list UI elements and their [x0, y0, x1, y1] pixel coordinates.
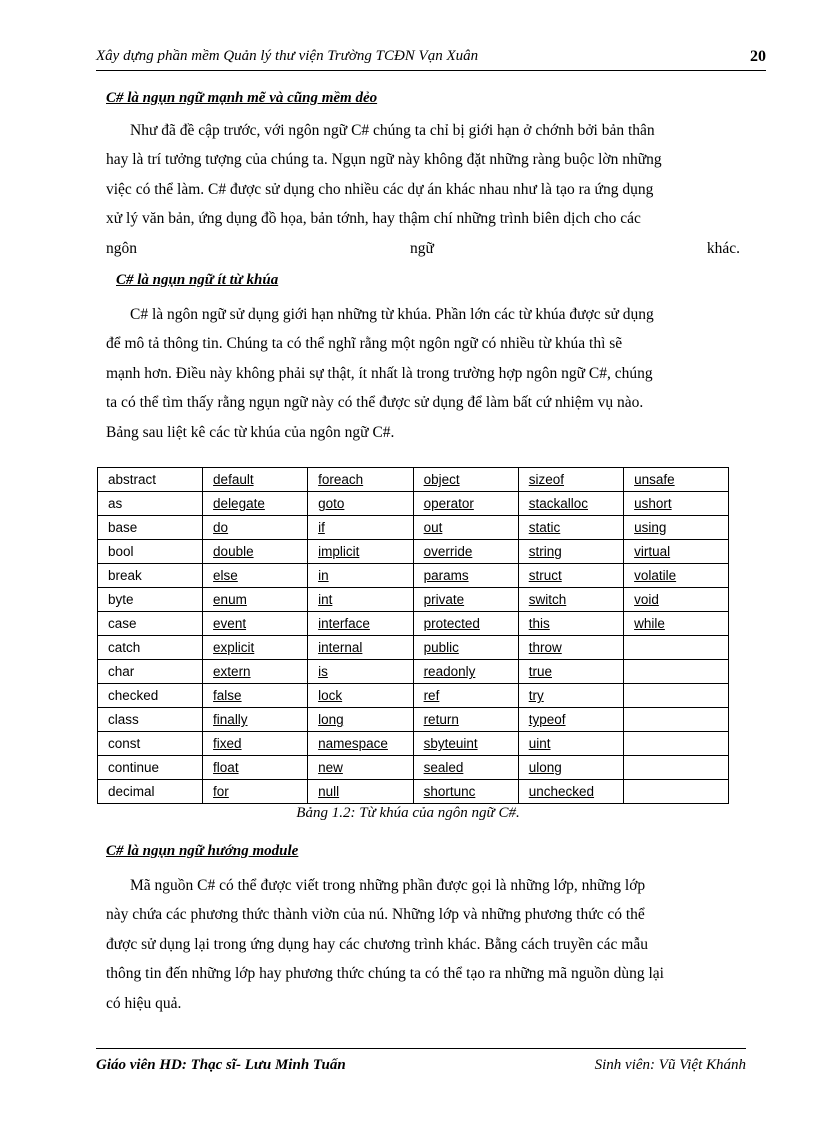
table-row: [98, 492, 729, 516]
keyword: catch: [108, 640, 141, 655]
paragraph-module: [106, 871, 740, 1018]
table-cell: [413, 564, 518, 588]
table-cell: [308, 492, 413, 516]
table-cell: [98, 516, 203, 540]
keyword: default: [213, 472, 254, 487]
keyword: in: [318, 568, 329, 583]
paragraph-word: ngữ: [409, 239, 434, 257]
table-cell: [624, 516, 729, 540]
table-cell: [518, 612, 623, 636]
keyword: abstract: [108, 472, 157, 487]
table-cell: [624, 636, 729, 660]
table-cell: [308, 660, 413, 684]
table-row: [98, 660, 729, 684]
keyword: unsafe: [634, 472, 675, 487]
table-row: [98, 564, 729, 588]
table-cell: [203, 756, 308, 780]
keyword: virtual: [634, 544, 671, 559]
table-cell: [624, 492, 729, 516]
keyword: else: [213, 568, 238, 583]
keyword: string: [528, 544, 562, 559]
keyword: using: [634, 520, 667, 535]
keyword: uint: [528, 736, 551, 751]
footer-student: Sinh viên: Vũ Việt Khánh: [594, 1057, 746, 1073]
table-cell: [413, 588, 518, 612]
table-cell: [413, 540, 518, 564]
table-row: [98, 612, 729, 636]
table-cell: [308, 684, 413, 708]
keyword: namespace: [318, 736, 388, 751]
table-cell: [308, 588, 413, 612]
section-heading-strong-flexible: C# là ngụn ngữ mạnh mẽ và cũng mềm dẻo: [106, 90, 378, 106]
keyword: sizeof: [528, 472, 565, 487]
table-cell: [308, 516, 413, 540]
table-cell: [518, 684, 623, 708]
table-cell: [413, 492, 518, 516]
table-cell: [518, 540, 623, 564]
table-cell: [308, 780, 413, 804]
table-row: [98, 636, 729, 660]
table-cell: [518, 468, 623, 492]
keyword: class: [108, 712, 139, 727]
table-cell: [413, 756, 518, 780]
table-cell: [203, 612, 308, 636]
table-cell: [203, 708, 308, 732]
table-cell: [203, 780, 308, 804]
keyword: stackalloc: [528, 496, 589, 511]
table-row: [98, 732, 729, 756]
paragraph-line: được sử dụng lại trong ứng dụng hay các chương trình khác. Bằng cách truyền các mẫu: [106, 935, 648, 953]
paragraph-line: C# là ngôn ngữ sử dụng giới hạn những từ khúa. Phần lớn các từ khúa được sử dụng: [130, 306, 654, 323]
keyword: new: [318, 760, 343, 775]
keyword: is: [318, 664, 328, 679]
keyword: true: [528, 664, 552, 679]
table-row: [98, 708, 729, 732]
table-cell: [624, 564, 729, 588]
keyword: long: [318, 712, 344, 727]
section-heading-few-keywords: C# là ngụn ngữ ít từ khúa: [116, 272, 279, 288]
table-cell: [98, 708, 203, 732]
table-cell: [203, 492, 308, 516]
keyword: shortunc: [423, 784, 476, 799]
keyword: checked: [108, 688, 159, 703]
table-cell: [413, 636, 518, 660]
table-cell: [624, 780, 729, 804]
keyword: params: [423, 568, 469, 583]
table-caption: Bảng 1.2: Từ khúa của ngôn ngữ C#.: [296, 805, 520, 821]
table-cell: [624, 708, 729, 732]
keyword: foreach: [318, 472, 364, 487]
keyword: continue: [108, 760, 160, 775]
table-cell: [308, 564, 413, 588]
keyword: case: [108, 616, 137, 631]
keyword: void: [634, 592, 659, 607]
table-cell: [98, 660, 203, 684]
keyword: unchecked: [528, 784, 595, 799]
paragraph-line: Như đã đề cập trước, với ngôn ngữ C# chúng ta chỉ bị giới hạn ở chớnh bởi bản thân: [130, 122, 655, 139]
keyword: try: [528, 688, 544, 703]
keyword: if: [318, 520, 325, 535]
table-row: [98, 468, 729, 492]
keyword: bool: [108, 544, 134, 559]
keyword: base: [108, 520, 138, 535]
table-cell: [308, 636, 413, 660]
keyword: null: [318, 784, 340, 799]
table-cell: [203, 684, 308, 708]
keyword: enum: [213, 592, 247, 607]
table-cell: [413, 732, 518, 756]
table-cell: [98, 468, 203, 492]
keyword: explicit: [213, 640, 255, 655]
table-cell: [518, 516, 623, 540]
table-cell: [308, 708, 413, 732]
keyword: this: [528, 616, 550, 631]
table-cell: [203, 516, 308, 540]
table-cell: [518, 660, 623, 684]
table-cell: [308, 732, 413, 756]
keyword: return: [423, 712, 459, 727]
table-cell: [98, 492, 203, 516]
table-cell: [413, 684, 518, 708]
table-cell: [98, 732, 203, 756]
paragraph-strong-flexible: [106, 116, 740, 263]
table-cell: [518, 756, 623, 780]
table-cell: [203, 468, 308, 492]
paragraph-line: [106, 234, 740, 263]
keyword: sbyteuint: [423, 736, 478, 751]
table-cell: [203, 588, 308, 612]
table-cell: [203, 636, 308, 660]
keyword: internal: [318, 640, 363, 655]
table-cell: [308, 612, 413, 636]
table-cell: [518, 780, 623, 804]
keyword: volatile: [634, 568, 677, 583]
keyword: throw: [528, 640, 562, 655]
keyword: as: [108, 496, 123, 511]
keyword: false: [213, 688, 242, 703]
keyword: break: [108, 568, 142, 583]
table-cell: [518, 564, 623, 588]
page-footer: [96, 1048, 746, 1077]
keyword: switch: [528, 592, 567, 607]
table-row: [98, 684, 729, 708]
table-cell: [413, 708, 518, 732]
keyword: private: [423, 592, 465, 607]
paragraph-line: Mã nguồn C# có thể được viết trong những phần được gọi là những lớp, những lớp: [130, 877, 646, 894]
keyword: object: [423, 472, 460, 487]
table-cell: [98, 780, 203, 804]
paragraph-line: Bảng sau liệt kê các từ khúa của ngôn ngữ C#.: [106, 423, 395, 441]
table-cell: [203, 540, 308, 564]
paragraph-line: hay là trí tưởng tượng của chúng ta. Ngụn ngữ này không đặt những ràng buộc lờn những: [106, 151, 662, 169]
table-cell: [98, 756, 203, 780]
table-cell: [624, 588, 729, 612]
table-row: [98, 540, 729, 564]
keyword: implicit: [318, 544, 360, 559]
table-cell: [203, 660, 308, 684]
table-cell: [518, 588, 623, 612]
paragraph-line: này chứa các phương thức thành viờn của nú. Những lớp và những phương thức có thể: [106, 906, 645, 924]
keyword: goto: [318, 496, 345, 511]
keyword: delegate: [213, 496, 265, 511]
table-cell: [98, 636, 203, 660]
section-heading-module: C# là ngụn ngữ hướng module: [106, 843, 299, 859]
table-cell: [98, 564, 203, 588]
keyword: extern: [213, 664, 251, 679]
keyword: struct: [528, 568, 562, 583]
table-row: [98, 756, 729, 780]
keyword: char: [108, 664, 135, 679]
table-cell: [518, 708, 623, 732]
keyword: while: [634, 616, 665, 631]
keyword: float: [213, 760, 239, 775]
table-cell: [413, 516, 518, 540]
paragraph-line: việc có thể làm. C# được sử dụng cho nhiều các dự án khác nhau như là tạo ra ứng dụng: [106, 180, 654, 198]
keyword: finally: [213, 712, 248, 727]
table-cell: [518, 636, 623, 660]
keyword: fixed: [213, 736, 242, 751]
keyword: int: [318, 592, 333, 607]
keyword: out: [423, 520, 443, 535]
paragraph-word: khác.: [706, 239, 740, 257]
keyword-table: [97, 467, 729, 804]
table-row: [98, 780, 729, 804]
keyword: sealed: [423, 760, 464, 775]
table-cell: [308, 540, 413, 564]
paragraph-word: ngôn: [106, 239, 137, 257]
keyword: ushort: [634, 496, 672, 511]
table-cell: [203, 732, 308, 756]
paragraph-line: xử lý văn bản, ứng dụng đồ họa, bản tớnh, hay thậm chí những trình biên dịch cho các: [106, 210, 641, 228]
keyword: operator: [423, 496, 474, 511]
paragraph-line: mạnh hơn. Điều này không phải sự thật, ít nhất là trong trường hợp ngôn ngữ C#, chúng: [106, 364, 653, 382]
table-cell: [624, 540, 729, 564]
page-header: [96, 48, 766, 71]
table-cell: [518, 732, 623, 756]
table-cell: [624, 684, 729, 708]
paragraph-line: ta có thể tìm thấy rằng ngụn ngữ này có thể được sử dụng để làm bất cứ nhiệm vụ nào.: [106, 394, 644, 412]
table-row: [98, 516, 729, 540]
header-title: Xây dựng phần mềm Quản lý thư viện Trường TCĐN Vạn Xuân: [96, 48, 479, 64]
keyword: static: [528, 520, 561, 535]
table-cell: [518, 492, 623, 516]
table-cell: [624, 732, 729, 756]
keyword: byte: [108, 592, 134, 607]
keyword: public: [423, 640, 459, 655]
keyword: lock: [318, 688, 343, 703]
keyword: double: [213, 544, 254, 559]
keyword: decimal: [108, 784, 155, 799]
table-cell: [98, 612, 203, 636]
keyword: do: [213, 520, 229, 535]
table-cell: [413, 660, 518, 684]
table-cell: [308, 756, 413, 780]
table-cell: [413, 780, 518, 804]
keyword: typeof: [528, 712, 566, 727]
keyword: interface: [318, 616, 370, 631]
keyword: protected: [423, 616, 480, 631]
keyword: ref: [423, 688, 440, 703]
page-number: 20: [750, 48, 766, 65]
keyword: const: [108, 736, 141, 751]
keyword: event: [213, 616, 247, 631]
table-cell: [98, 684, 203, 708]
table-cell: [413, 612, 518, 636]
table-cell: [624, 756, 729, 780]
paragraph-line: có hiệu quả.: [106, 994, 182, 1012]
keyword: override: [423, 544, 473, 559]
table-cell: [624, 612, 729, 636]
table-cell: [98, 540, 203, 564]
keyword: ulong: [528, 760, 562, 775]
table-cell: [203, 564, 308, 588]
paragraph-few-keywords: [106, 300, 740, 447]
paragraph-line: để mô tả thông tin. Chúng ta có thể nghĩ rằng một ngôn ngữ có nhiều từ khúa thì sẽ: [106, 335, 623, 353]
table-cell: [624, 660, 729, 684]
table-cell: [98, 588, 203, 612]
table-cell: [308, 468, 413, 492]
table-row: [98, 588, 729, 612]
keyword: readonly: [423, 664, 476, 679]
footer-advisor: Giáo viên HD: Thạc sĩ- Lưu Minh Tuấn: [96, 1057, 346, 1073]
keyword: for: [213, 784, 229, 799]
table-cell: [624, 468, 729, 492]
table-cell: [413, 468, 518, 492]
paragraph-line: thông tin đến những lớp hay phương thức chúng ta có thể tạo ra những mã nguồn dùng lại: [106, 965, 664, 983]
